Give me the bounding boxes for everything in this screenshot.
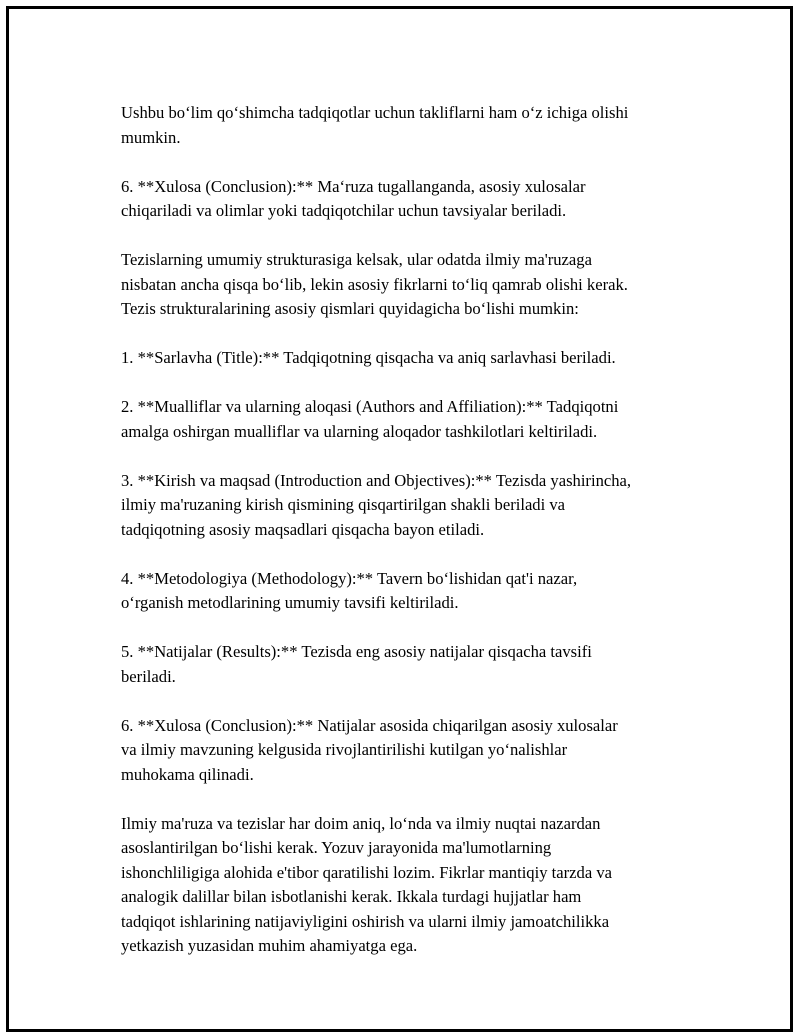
document-page	[6, 6, 793, 1032]
paragraph-thesis-conclusion: 6. **Xulosa (Conclusion):** Natijalar asosida chiqarilgan asosiy xulosalar va ilmiy mavzuning kelgusida rivojlantirilishi kutilgan yoʻnalishlar muhokama qilinadi.	[121, 715, 618, 784]
paragraph-suggestions-note: Ushbu boʻlim qoʻshimcha tadqiqotlar uchun takliflarni ham oʻz ichiga olishi mumkin.	[121, 103, 629, 147]
paragraph-closing-remarks: Ilmiy ma'ruza va tezislar har doim aniq, loʻnda va ilmiy nuqtai nazardan asoslantirilgan boʻlishi kerak. Yozuv jarayonida ma'lumotlarning ishonchliligiga alohida e'tibor qaratilishi lozim. Fikrlar mantiqiy tarzda va analogik dalillar bilan isbotlanishi kerak. Ikkala turdagi hujjatlar ham tadqiqot ishlarining natijaviyligini oshirish va ularni ilmiy jamoatchilikka yetkazish yuzasidan muhim ahamiyatga ega.	[121, 813, 612, 955]
paragraph-results-section: 5. **Natijalar (Results):** Tezisda eng asosiy natijalar qisqacha tavsifi beriladi.	[121, 642, 592, 686]
paragraph-thesis-structure-intro: Tezislarning umumiy strukturasiga kelsak, ular odatda ilmiy ma'ruzaga nisbatan ancha qisqa boʻlib, lekin asosiy fikrlarni toʻliq qamrab olishi kerak. Tezis strukturalarining asosiy qismlari quyidagicha boʻlishi mumkin:	[121, 250, 628, 318]
paragraph-report-conclusion: 6. **Xulosa (Conclusion):** Maʻruza tugallanganda, asosiy xulosalar chiqariladi va olimlar yoki tadqiqotchilar uchun tavsiyalar beriladi.	[121, 176, 586, 220]
paragraph-methodology-section: 4. **Metodologiya (Methodology):** Tavern boʻlishidan qat'i nazar, oʻrganish metodlarining umumiy tavsifi keltiriladi.	[121, 568, 578, 612]
paragraph-introduction-section: 3. **Kirish va maqsad (Introduction and Objectives):** Tezisda yashirincha, ilmiy ma'ruzaning kirish qismining qisqartirilgan shakli beriladi va tadqiqotning asosiy maqsadlari qisqacha bayon etiladi.	[121, 470, 632, 539]
paragraph-title-section: 1. **Sarlavha (Title):** Tadqiqotning qisqacha va aniq sarlavhasi beriladi.	[121, 348, 616, 367]
paragraph-authors-section: 2. **Mualliflar va ularning aloqasi (Authors and Affiliation):** Tadqiqotni amalga oshirgan mualliflar va ularning aloqador tashkilotlari keltiriladi.	[121, 397, 619, 441]
document-body	[121, 101, 701, 959]
